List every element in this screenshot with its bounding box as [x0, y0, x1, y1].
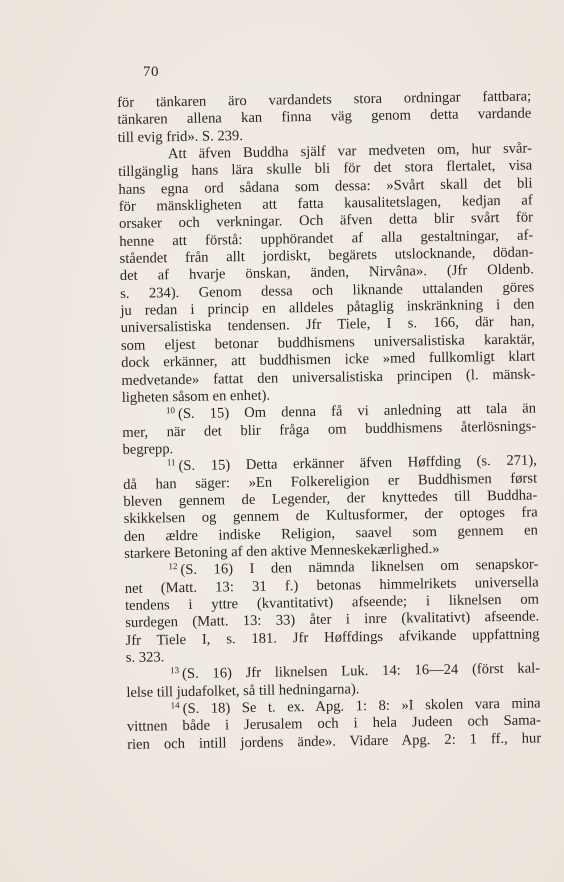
line-text: s. 234). Genom dessa och liknande uttalanden göres	[119, 279, 535, 302]
line-text: begrepp.	[122, 441, 174, 458]
line-text: vittnen både i Jerusalem och i hela Judeen och Sama-	[126, 712, 542, 736]
line-text: till evig frid». S. 239.	[117, 127, 244, 146]
footnote-number: 12	[168, 561, 178, 572]
line-text: (S. 15) Detta erkänner äfven Høffding (s. 271),	[178, 452, 537, 475]
line-text: för mänskligheten att fatta kausalitetslagen, kedjan af	[118, 192, 533, 216]
line-text: universalistiska tendensen. Jfr Tiele, I s. 166, där han,	[120, 313, 535, 337]
line-text: (S. 16) Jfr liknelsen Luk. 14: 16—24 (först kal-	[181, 660, 541, 683]
line-text: dock erkänner, att buddhismen icke »med fullkomligt klart	[121, 348, 536, 372]
line-text: (S. 16) I den nämnda liknelsen om senapskor-	[180, 556, 539, 579]
line-text: (S. 15) Om denna få vi anledning att tala än	[177, 400, 537, 423]
footnote-number: 11	[166, 457, 176, 468]
line-text: hans egna ord sådana som dessa: »Svårt skall det bli	[118, 175, 533, 198]
body-text	[117, 88, 541, 753]
line-text: surdegen (Matt. 13: 33) åter i inre (kvalitativt) afseende.	[125, 608, 540, 632]
footnote-number: 10	[165, 405, 176, 416]
line-text: lelse till judafolket, så till hedningarna).	[126, 680, 360, 701]
line-text: för tänkaren äro vardandets stora ordningar fattbara;	[117, 88, 532, 111]
footnote-number: 13	[169, 665, 180, 676]
line-text: medvetande» fattat den universalistiska principen (l. mänsk-	[121, 365, 536, 389]
line-text: ståendet från allt jordiskt, begärets utslocknande, dödan-	[119, 244, 534, 268]
line-text: orsaker och verkningar. Och äfven detta blir svårt för	[118, 209, 534, 233]
line-text: Jfr Tiele I, s. 181. Jfr Høffdings afvikande uppfattning	[125, 626, 540, 649]
line-text: (S. 18) Se t. ex. Apg. 1: 8: »I skolen vara mina	[182, 695, 541, 718]
line-text: starkere Betoning af den aktive Menneskekærlighed.»	[124, 540, 440, 562]
line-text: mer, när det blir fråga om buddhismens återlösnings-	[122, 417, 537, 441]
line-text: det af hvarje önskan, änden, Nirvâna». (Jfr Oldenb.	[119, 261, 534, 285]
line-text: Att äfven Buddha själf var medveten om, hur svår-	[167, 140, 533, 163]
line-text: s. 323.	[125, 649, 165, 666]
line-text: ligheten såsom en enhet).	[121, 387, 271, 406]
line-text: rien och intill jordens ände». Vidare Apg. 2: 1 ff., hur	[127, 730, 542, 753]
line-text: som eljest betonar buddhismens universalistiska karaktär,	[120, 331, 536, 354]
line-text: den ældre indiske Religion, saavel som gennem en	[123, 522, 539, 545]
line-text: då han säger: »En Folkereligion er Buddhismen først	[122, 470, 538, 493]
line-text: net (Matt. 13: 31 f.) betonas himmelrikets universella	[124, 574, 539, 597]
line-text: tillgänglig hans lära skulle bli för det stora flertalet, visa	[118, 157, 533, 181]
line-text: ju redan i princip en alldeles påtaglig inskränkning i den	[120, 296, 535, 320]
line-text: skikkelsen og gennem de Kultusformer, der optoges fra	[123, 504, 538, 528]
line-text: tänkaren allena kan finna väg genom detta vardande	[117, 105, 532, 129]
line-text: tendens i yttre (kvantitativt) afseende; i liknelsen om	[124, 591, 540, 614]
footnote-number: 14	[170, 700, 180, 711]
line-text: henne att förstå: upphörandet af alla gestaltningar, af-	[119, 227, 534, 250]
page-number: 70	[143, 64, 159, 80]
line-text: bleven gennem de Legender, der knyttedes till Buddha-	[123, 487, 538, 510]
